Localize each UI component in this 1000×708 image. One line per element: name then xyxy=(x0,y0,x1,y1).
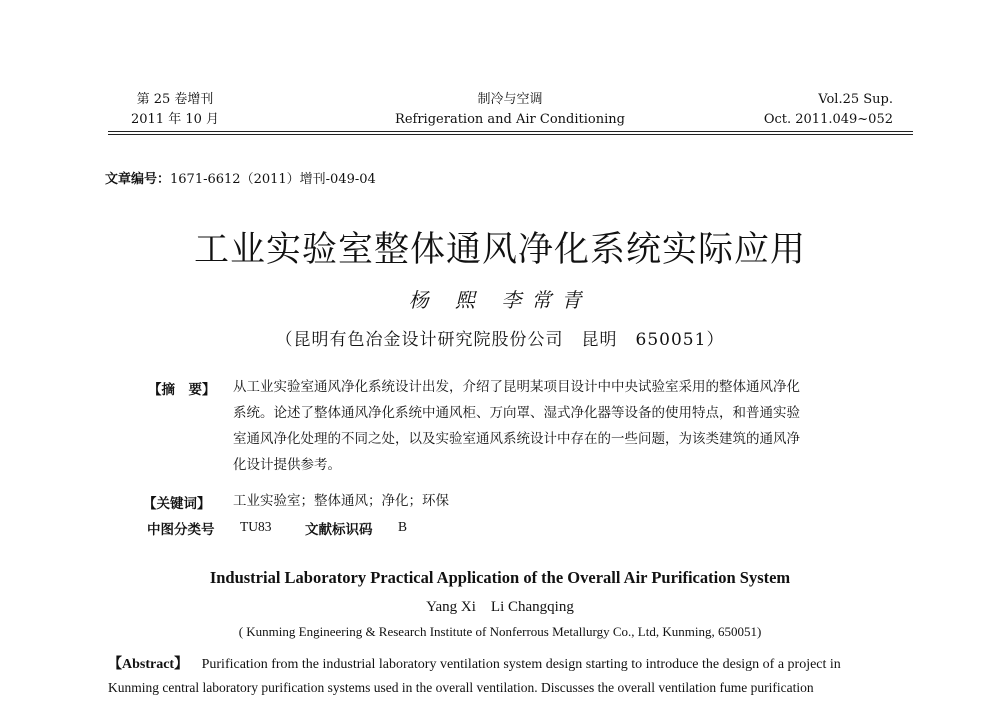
journal-name-en: Refrigeration and Air Conditioning xyxy=(395,112,625,127)
abstract-en-line-2: Kunming central laboratory purification systems used in the overall ventilation. Discusses the overall ventilation fume purification xyxy=(108,680,814,695)
clc-value: TU83 xyxy=(240,519,272,534)
keywords-cn-label: 【关键词】 xyxy=(143,496,211,512)
abstract-en-label: 【Abstract】 xyxy=(108,657,189,672)
authors-en: Yang Xi Li Changqing xyxy=(426,599,574,615)
header-rule-top xyxy=(108,131,913,132)
doc-code-value: B xyxy=(398,519,408,534)
keywords-cn-value: 工业实验室；整体通风；净化；环保 xyxy=(233,493,449,509)
clc-label: 中图分类号 xyxy=(147,522,215,538)
header-date: 2011 年 10 月 xyxy=(130,112,220,127)
abstract-cn-line-2: 系统。论述了整体通风净化系统中通风柜、万向罩、湿式净化器等设备的使用特点，和普通实验 xyxy=(233,405,800,421)
abstract-en-line-1 xyxy=(108,653,841,673)
abstract-cn-label: 【摘 要】 xyxy=(148,382,216,398)
doc-code-label: 文献标识码 xyxy=(305,522,373,538)
article-number-value: 1671-6612（2011）增刊-049-04 xyxy=(170,172,376,187)
journal-name-cn: 制冷与空调 xyxy=(477,92,543,107)
article-number xyxy=(105,168,376,187)
abstract-cn-line-4: 化设计提供参考。 xyxy=(233,457,341,473)
paper-title-en: Industrial Laboratory Practical Application of the Overall Air Purification System xyxy=(209,568,791,587)
abstract-cn-line-3: 室通风净化处理的不同之处，以及实验室通风系统设计中存在的一些问题，为该类建筑的通风净 xyxy=(233,431,800,447)
article-number-label: 文章编号： xyxy=(105,172,171,187)
header-pages: Oct. 2011.049~052 xyxy=(763,112,893,127)
header-rule-bottom xyxy=(108,134,913,135)
paper-title-cn: 工业实验室整体通风净化系统实际应用 xyxy=(193,230,806,270)
affiliation-cn: （昆明有色冶金设计研究院股份公司 昆明 650051） xyxy=(275,330,725,350)
authors-cn: 杨 熙 李常青 xyxy=(408,288,592,312)
header-volume: 第 25 卷增刊 xyxy=(136,92,214,107)
header-volume-en: Vol.25 Sup. xyxy=(818,92,893,107)
affiliation-en: ( Kunming Engineering & Research Institute of Nonferrous Metallurgy Co., Ltd, Kunming, 650051) xyxy=(238,624,762,639)
abstract-en-text-1: Purification from the industrial laboratory ventilation system design starting to introduce the design of a project in xyxy=(201,657,841,672)
abstract-cn-line-1: 从工业实验室通风净化系统设计出发，介绍了昆明某项目设计中中央试验室采用的整体通风净化 xyxy=(233,379,800,395)
